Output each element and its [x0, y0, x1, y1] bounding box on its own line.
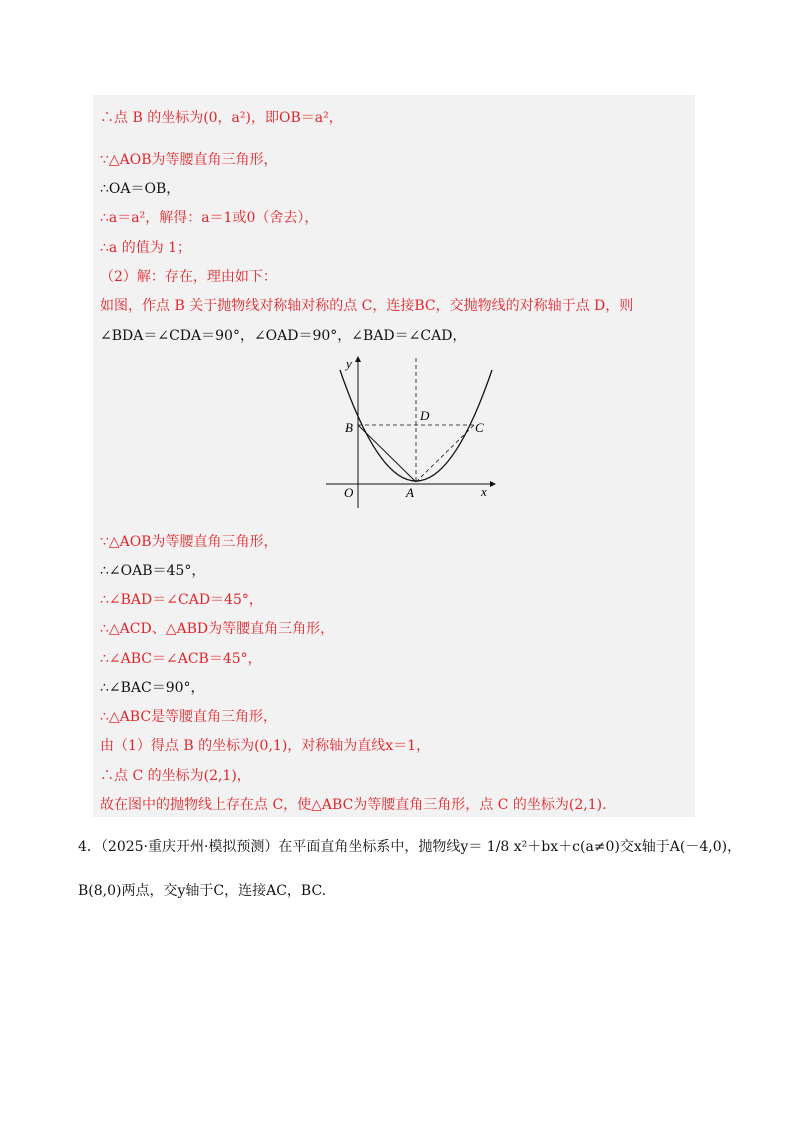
y-axis-arrow [355, 356, 361, 362]
label-y: y [346, 356, 352, 371]
solution-line: ∠BDA＝∠CDA＝90°，∠OAD＝90°，∠BAD＝∠CAD， [100, 328, 467, 344]
solution-line: ∴点 C 的坐标为(2,1)， [100, 768, 251, 784]
label-x: x [481, 484, 487, 499]
solution-line: ∴a 的值为 1； [100, 240, 192, 256]
label-d: D [420, 408, 430, 423]
parabola-graph [318, 352, 508, 512]
question-line-1: 4．（2025·重庆开州·模拟预测）在平面直角坐标系中，抛物线y＝ 1/8 x²＋bx＋c(a≠0)交x轴于A(－4,0)， [78, 839, 742, 855]
x-axis-arrow [490, 481, 496, 487]
solution-line: ∴a＝a²，解得：a＝1或0（舍去）， [100, 210, 319, 226]
solution-line: ∴点 B 的坐标为(0，a²)，即OB＝a²， [100, 110, 343, 126]
solution-line: ∴∠ABC＝∠ACB＝45°， [100, 651, 262, 667]
solution-line: 故在图中的抛物线上存在点 C，使△ABC为等腰直角三角形，点 C 的坐标为(2,1). [100, 797, 607, 813]
solution-line: 由（1）得点 B 的坐标为(0,1)，对称轴为直线x＝1， [100, 738, 431, 754]
solution-line: ∵△AOB为等腰直角三角形， [100, 534, 278, 550]
label-b: B [345, 420, 353, 435]
label-c: C [475, 420, 484, 435]
solution-line: 如图，作点 B 关于抛物线对称轴对称的点 C，连接BC，交抛物线的对称轴于点 D，则 [100, 298, 634, 314]
solution-line: ∴△ACD、△ABD为等腰直角三角形， [100, 621, 335, 637]
solution-line: ∴OA＝OB， [100, 181, 181, 197]
solution-line: （2）解：存在，理由如下： [100, 269, 277, 285]
label-a: A [406, 485, 414, 500]
solution-line: ∴△ABC是等腰直角三角形， [100, 709, 278, 725]
solution-line: ∴∠OAB＝45°， [100, 563, 206, 579]
solution-line: ∴∠BAD＝∠CAD＝45°， [100, 592, 263, 608]
solution-line: ∴∠BAC＝90°， [100, 680, 205, 696]
solution-line: ∵△AOB为等腰直角三角形， [100, 152, 278, 168]
question-line-2: B(8,0)两点，交y轴于C，连接AC，BC. [78, 883, 327, 899]
label-o: O [344, 485, 354, 500]
